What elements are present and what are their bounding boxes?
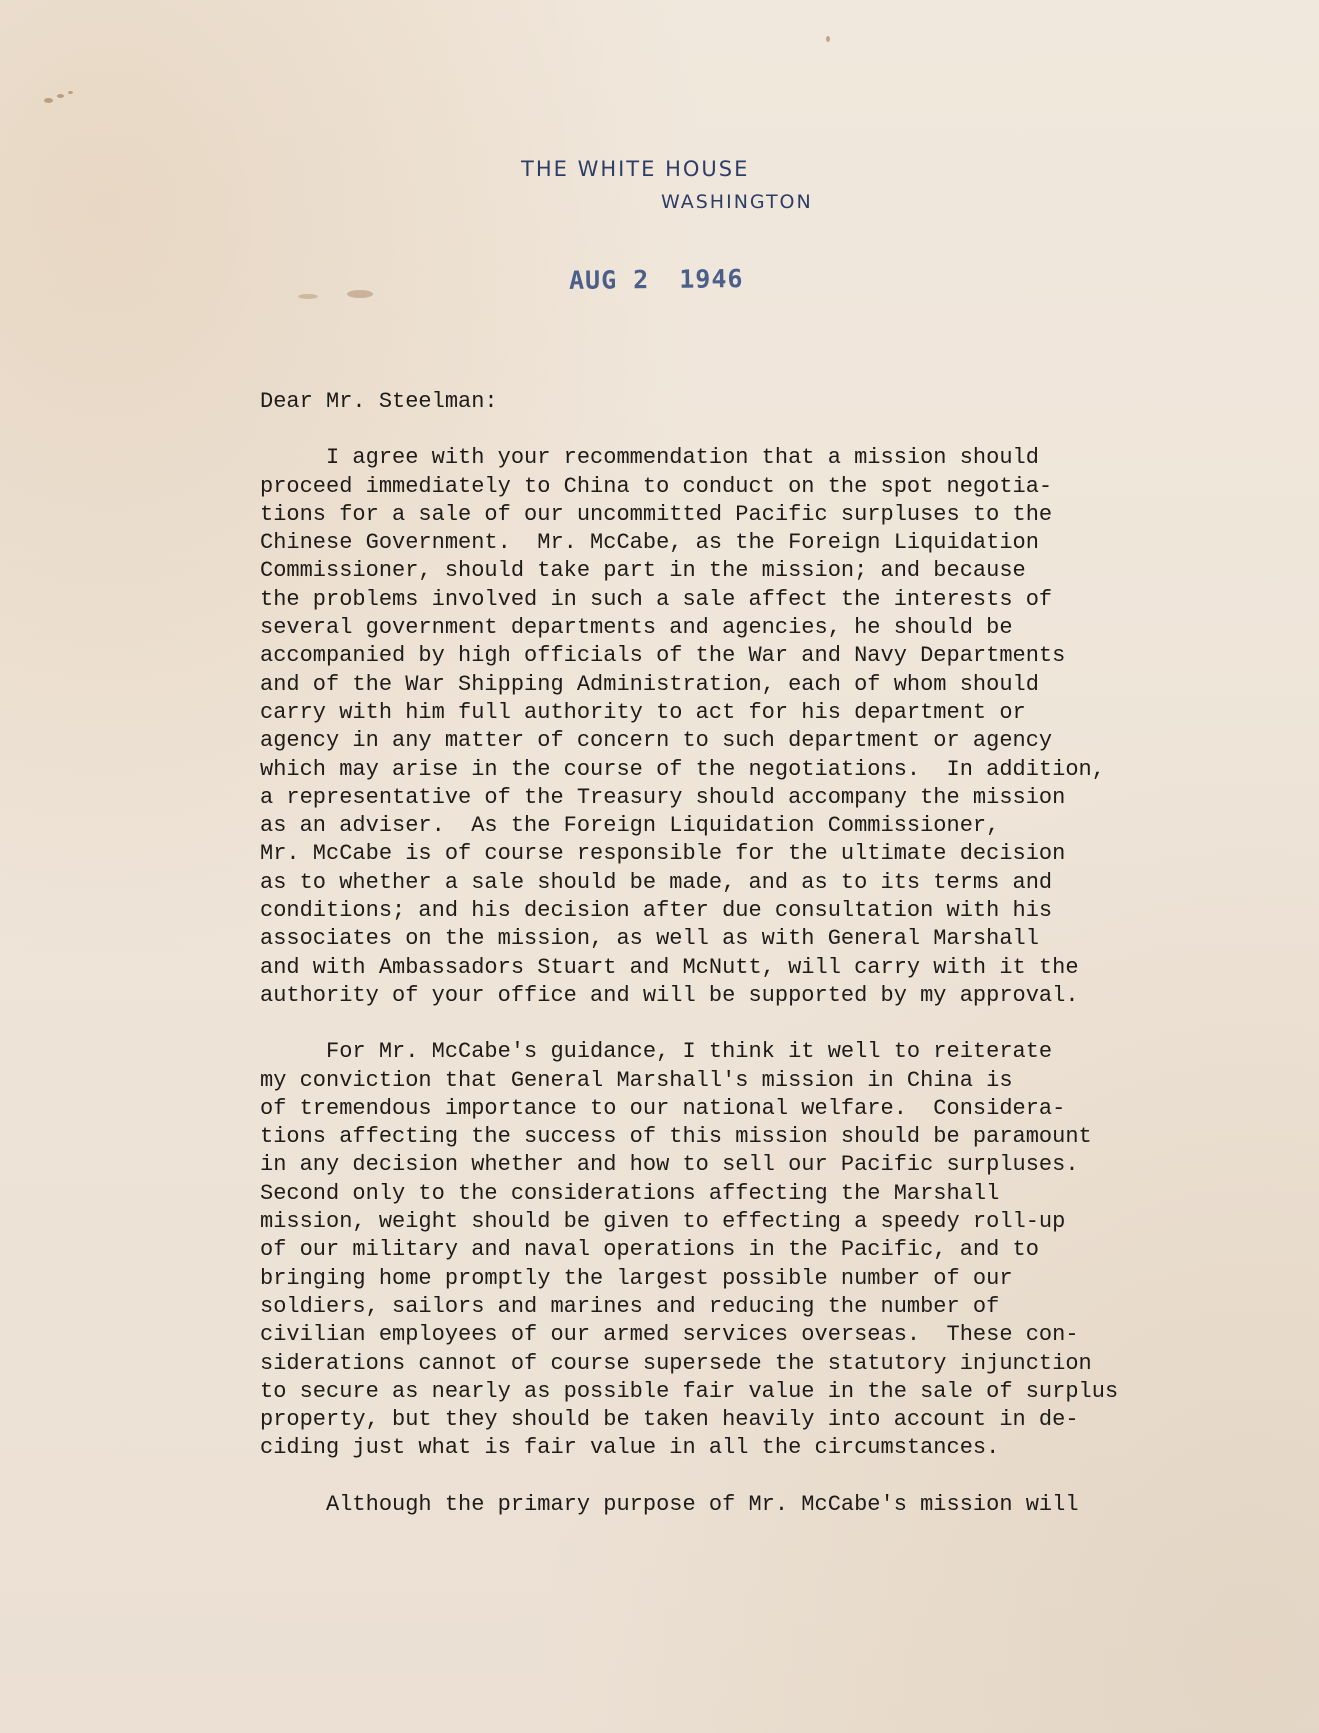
text-line: as an adviser. As the Foreign Liquidation Commissioner, xyxy=(260,813,1000,839)
paper-stain xyxy=(57,94,64,98)
text-line: which may arise in the course of the negotiations. In addition, xyxy=(260,756,1105,782)
paper-stain xyxy=(826,36,830,42)
salutation: Dear Mr. Steelman: xyxy=(260,389,498,414)
text-line: Chinese Government. Mr. McCabe, as the Foreign Liquidation xyxy=(260,530,1039,556)
paragraph-1 xyxy=(260,444,1180,1010)
paper-stain xyxy=(298,294,318,299)
text-line: to secure as nearly as possible fair value in the sale of surplus xyxy=(260,1378,1119,1404)
date-stamp-day: AUG 2 xyxy=(568,265,650,295)
text-line: Commissioner, should take part in the mission; and because xyxy=(260,558,1026,584)
text-line: the problems involved in such a sale affect the interests of xyxy=(260,586,1053,612)
letterhead-title: THE WHITE HOUSE xyxy=(521,157,750,181)
text-line: a representative of the Treasury should accompany the mission xyxy=(260,784,1066,810)
text-line: and with Ambassadors Stuart and McNutt, will carry with it the xyxy=(260,954,1079,980)
text-line: property, but they should be taken heavily into account in de- xyxy=(260,1407,1079,1433)
text-line: my conviction that General Marshall's mission in China is xyxy=(260,1067,1013,1093)
text-line: of tremendous importance to our national welfare. Considera- xyxy=(260,1095,1066,1121)
text-line: of our military and naval operations in the Pacific, and to xyxy=(260,1237,1039,1263)
text-line: civilian employees of our armed services overseas. These con- xyxy=(260,1322,1079,1348)
text-line: as to whether a sale should be made, and as to its terms and xyxy=(260,869,1053,895)
text-line: I agree with your recommendation that a mission should xyxy=(260,445,1039,471)
text-line: Mr. McCabe is of course responsible for the ultimate decision xyxy=(260,841,1066,867)
text-line: several government departments and agencies, he should be xyxy=(260,615,1013,641)
text-line: agency in any matter of concern to such department or agency xyxy=(260,728,1053,754)
text-line: associates on the mission, as well as with General Marshall xyxy=(260,926,1039,952)
text-line: Although the primary purpose of Mr. McCabe's mission will xyxy=(260,1491,1079,1517)
date-stamp xyxy=(569,264,744,295)
date-stamp-year: 1946 xyxy=(679,264,744,294)
paper-stain xyxy=(347,290,373,298)
text-line: tions affecting the success of this mission should be paramount xyxy=(260,1124,1092,1150)
text-line: ciding just what is fair value in all the circumstances. xyxy=(260,1435,1000,1461)
text-line: proceed immediately to China to conduct on the spot negotia- xyxy=(260,473,1053,499)
letterhead-city: WASHINGTON xyxy=(661,191,813,213)
paragraph-2 xyxy=(260,1038,1180,1462)
text-line: tions for a sale of our uncommitted Pacific surpluses to the xyxy=(260,501,1053,527)
text-line: For Mr. McCabe's guidance, I think it well to reiterate xyxy=(260,1039,1053,1065)
text-line: soldiers, sailors and marines and reducing the number of xyxy=(260,1293,1000,1319)
paragraph-3 xyxy=(260,1491,1180,1519)
text-line: authority of your office and will be supported by my approval. xyxy=(260,982,1079,1008)
text-line: Second only to the considerations affecting the Marshall xyxy=(260,1180,1000,1206)
text-line: accompanied by high officials of the War and Navy Departments xyxy=(260,643,1066,669)
text-line: in any decision whether and how to sell our Pacific surpluses. xyxy=(260,1152,1079,1178)
paper-stain xyxy=(44,98,53,103)
text-line: bringing home promptly the largest possible number of our xyxy=(260,1265,1013,1291)
text-line: and of the War Shipping Administration, each of whom should xyxy=(260,671,1039,697)
text-line: carry with him full authority to act for his department or xyxy=(260,699,1026,725)
paper-stain xyxy=(68,91,73,94)
text-line: mission, weight should be given to effecting a speedy roll-up xyxy=(260,1209,1066,1235)
text-line: conditions; and his decision after due consultation with his xyxy=(260,898,1053,924)
letter-body xyxy=(260,388,1180,1547)
text-line: siderations cannot of course supersede the statutory injunction xyxy=(260,1350,1092,1376)
